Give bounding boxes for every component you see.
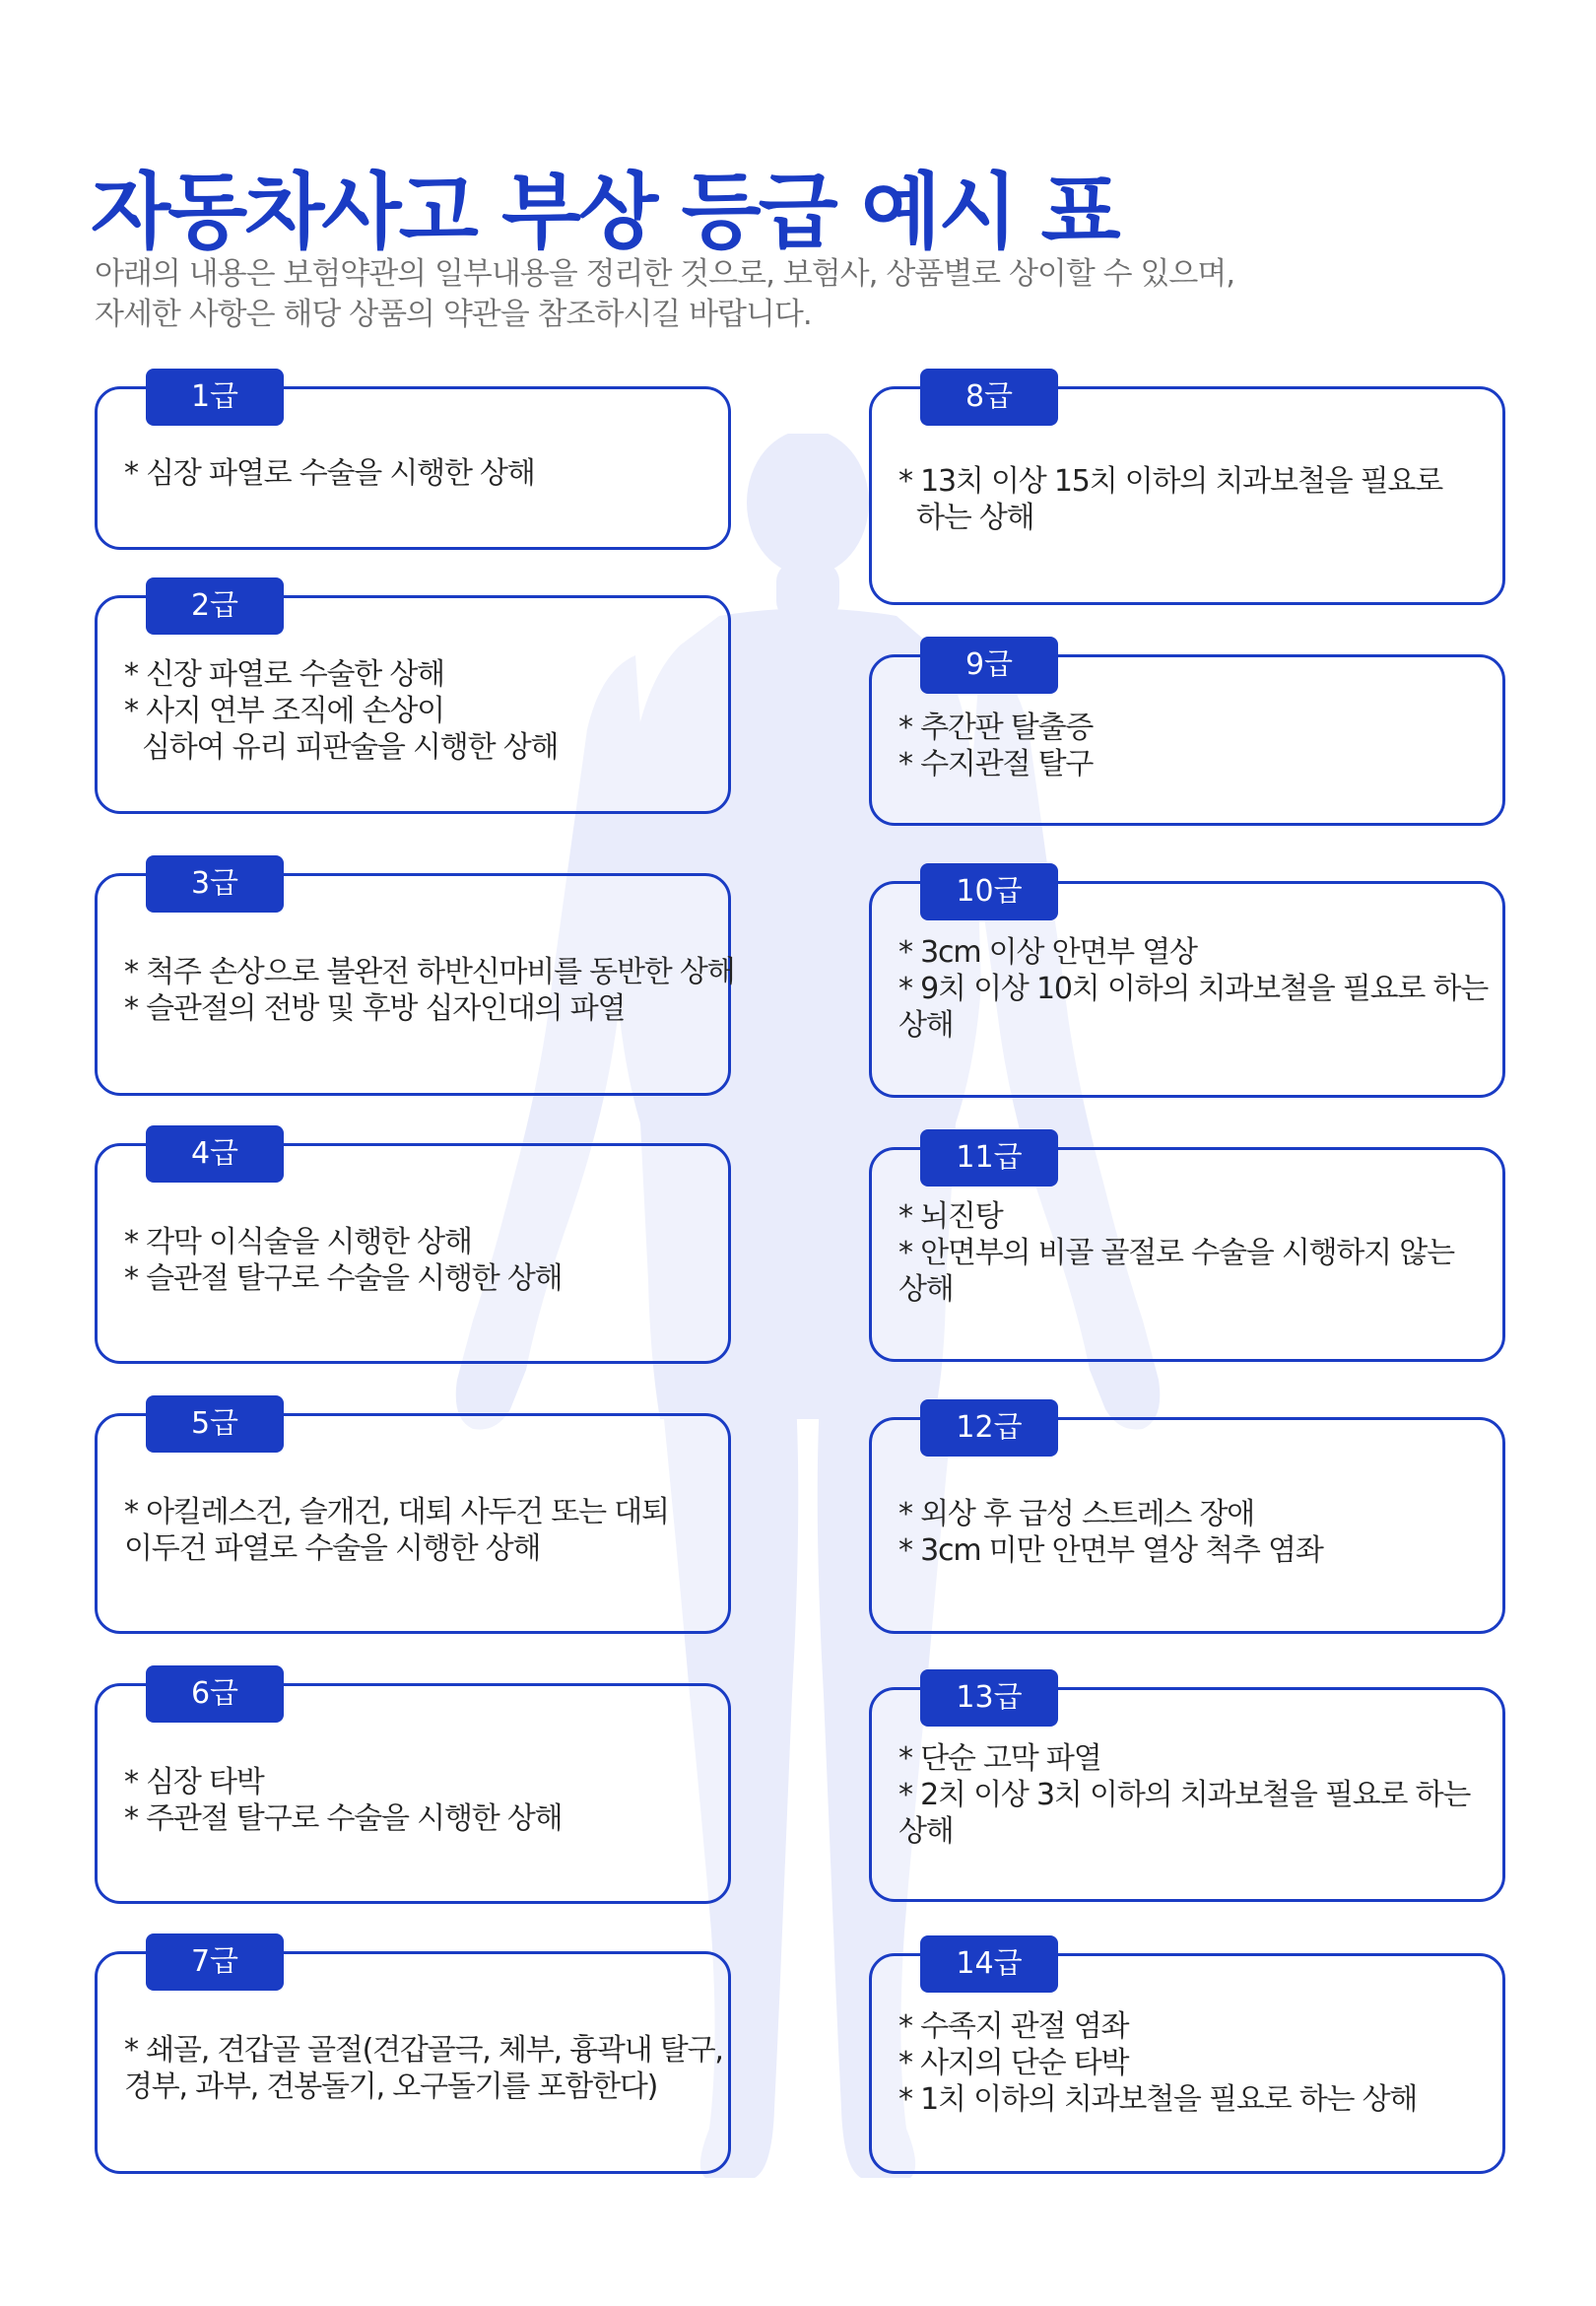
grade-item-line: * 3cm 미만 안면부 열상 척추 염좌	[898, 1533, 1323, 1568]
grade-item-line: * 사지 연부 조직에 손상이	[124, 694, 444, 728]
grade-items	[898, 1198, 1490, 1308]
grade-item-line: * 사지의 단순 타박	[898, 2046, 1129, 2080]
grade-items	[124, 656, 715, 766]
grade-item-line: * 1치 이하의 치과보철을 필요로 하는 상해	[898, 2082, 1418, 2117]
grade-items	[898, 934, 1490, 1044]
grade-card	[869, 1129, 1505, 1362]
grade-item-line: * 주관절 탈구로 수술을 시행한 상해	[124, 1801, 563, 1836]
grade-item-line: * 3cm 이상 안면부 열상	[898, 935, 1197, 970]
grade-items	[124, 1764, 715, 1837]
grade-badge: 13급	[920, 1669, 1058, 1727]
grade-item-line: * 신장 파열로 수술한 상해	[124, 657, 444, 692]
grade-card	[869, 1399, 1505, 1634]
grade-item-line: * 심장 파열로 수술을 시행한 상해	[124, 456, 535, 491]
grade-card	[95, 1665, 731, 1904]
grade-badge: 1급	[146, 369, 284, 426]
grade-item-line: 경부, 과부, 견봉돌기, 오구돌기를 포함한다)	[124, 2069, 658, 2104]
grade-item-line: * 쇄골, 견갑골 골절(견갑골극, 체부, 흉곽내 탈구,	[124, 2033, 723, 2068]
grade-item-line: * 안면부의 비골 골절로 수술을 시행하지 않는	[898, 1236, 1454, 1270]
grade-item-line: 상해	[898, 1008, 954, 1043]
grade-card	[95, 855, 735, 1096]
page-subtitle	[95, 254, 1474, 335]
grade-item-line: * 9치 이상 10치 이하의 치과보철을 필요로 하는	[898, 972, 1489, 1006]
grade-items	[124, 1224, 715, 1297]
grade-item-line: * 단순 고막 파열	[898, 1741, 1101, 1776]
grade-item-line: * 외상 후 급성 스트레스 장애	[898, 1497, 1255, 1531]
grade-card	[869, 1669, 1505, 1902]
page-title: 자동차사고 부상 등급 예시 표	[91, 164, 1118, 260]
grade-item-line: 심하여 유리 피판술을 시행한 상해	[142, 730, 559, 765]
grade-item-line: * 아킬레스건, 슬개건, 대퇴 사두건 또는 대퇴	[124, 1495, 669, 1529]
grade-item-line: 상해	[898, 1272, 954, 1307]
subtitle-line: 자세한 사항은 해당 상품의 약관을 참조하시길 바랍니다.	[95, 297, 812, 332]
grade-item-line: * 슬관절 탈구로 수술을 시행한 상해	[124, 1261, 563, 1296]
grade-badge: 9급	[920, 637, 1058, 694]
grade-badge: 14급	[920, 1935, 1058, 1993]
grade-badge: 11급	[920, 1129, 1058, 1187]
grade-items	[898, 2008, 1490, 2118]
grade-items	[898, 1740, 1490, 1850]
subtitle-line: 아래의 내용은 보험약관의 일부내용을 정리한 것으로, 보험사, 상품별로 상이할 수 있으며,	[95, 256, 1235, 292]
grade-badge: 5급	[146, 1395, 284, 1453]
grade-items	[124, 2032, 723, 2105]
grade-card	[869, 369, 1505, 605]
grade-items	[898, 1496, 1490, 1569]
grade-items	[124, 954, 735, 1027]
grade-item-line: * 추간판 탈출증	[898, 711, 1094, 745]
grade-badge: 6급	[146, 1665, 284, 1723]
grade-item-line: * 수족지 관절 염좌	[898, 2009, 1129, 2044]
grade-badge: 12급	[920, 1399, 1058, 1457]
grade-badge: 8급	[920, 369, 1058, 426]
grade-card	[95, 1933, 731, 2174]
grade-card	[869, 863, 1505, 1098]
grade-card	[95, 577, 731, 814]
grade-items	[898, 710, 1490, 782]
grade-item-line: * 심장 타박	[124, 1765, 264, 1799]
grade-item-line: * 수지관절 탈구	[898, 747, 1094, 781]
grade-item-line: * 2치 이상 3치 이하의 치과보철을 필요로 하는	[898, 1778, 1471, 1812]
grade-item-line: * 슬관절의 전방 및 후방 십자인대의 파열	[124, 991, 626, 1026]
grade-item-line: * 각막 이식술을 시행한 상해	[124, 1225, 472, 1259]
grade-badge: 3급	[146, 855, 284, 913]
grade-badge: 10급	[920, 863, 1058, 920]
grade-items	[124, 455, 715, 492]
grade-item-line: 이두건 파열로 수술을 시행한 상해	[124, 1531, 541, 1566]
grade-item-line: 상해	[898, 1814, 954, 1849]
grade-item-line: * 뇌진탕	[898, 1199, 1003, 1234]
grade-item-line: 하는 상해	[916, 501, 1034, 535]
grade-badge: 7급	[146, 1933, 284, 1991]
grade-item-line: * 척주 손상으로 불완전 하반신마비를 동반한 상해	[124, 955, 735, 989]
grade-card	[95, 1395, 731, 1634]
grade-items	[898, 463, 1490, 536]
grade-card	[869, 637, 1505, 826]
grade-card	[869, 1935, 1505, 2174]
grade-items	[124, 1494, 715, 1567]
grade-badge: 2급	[146, 577, 284, 635]
grade-card	[95, 1125, 731, 1364]
grade-card	[95, 369, 731, 550]
grade-badge: 4급	[146, 1125, 284, 1183]
grade-item-line: * 13치 이상 15치 이하의 치과보철을 필요로	[898, 464, 1443, 499]
